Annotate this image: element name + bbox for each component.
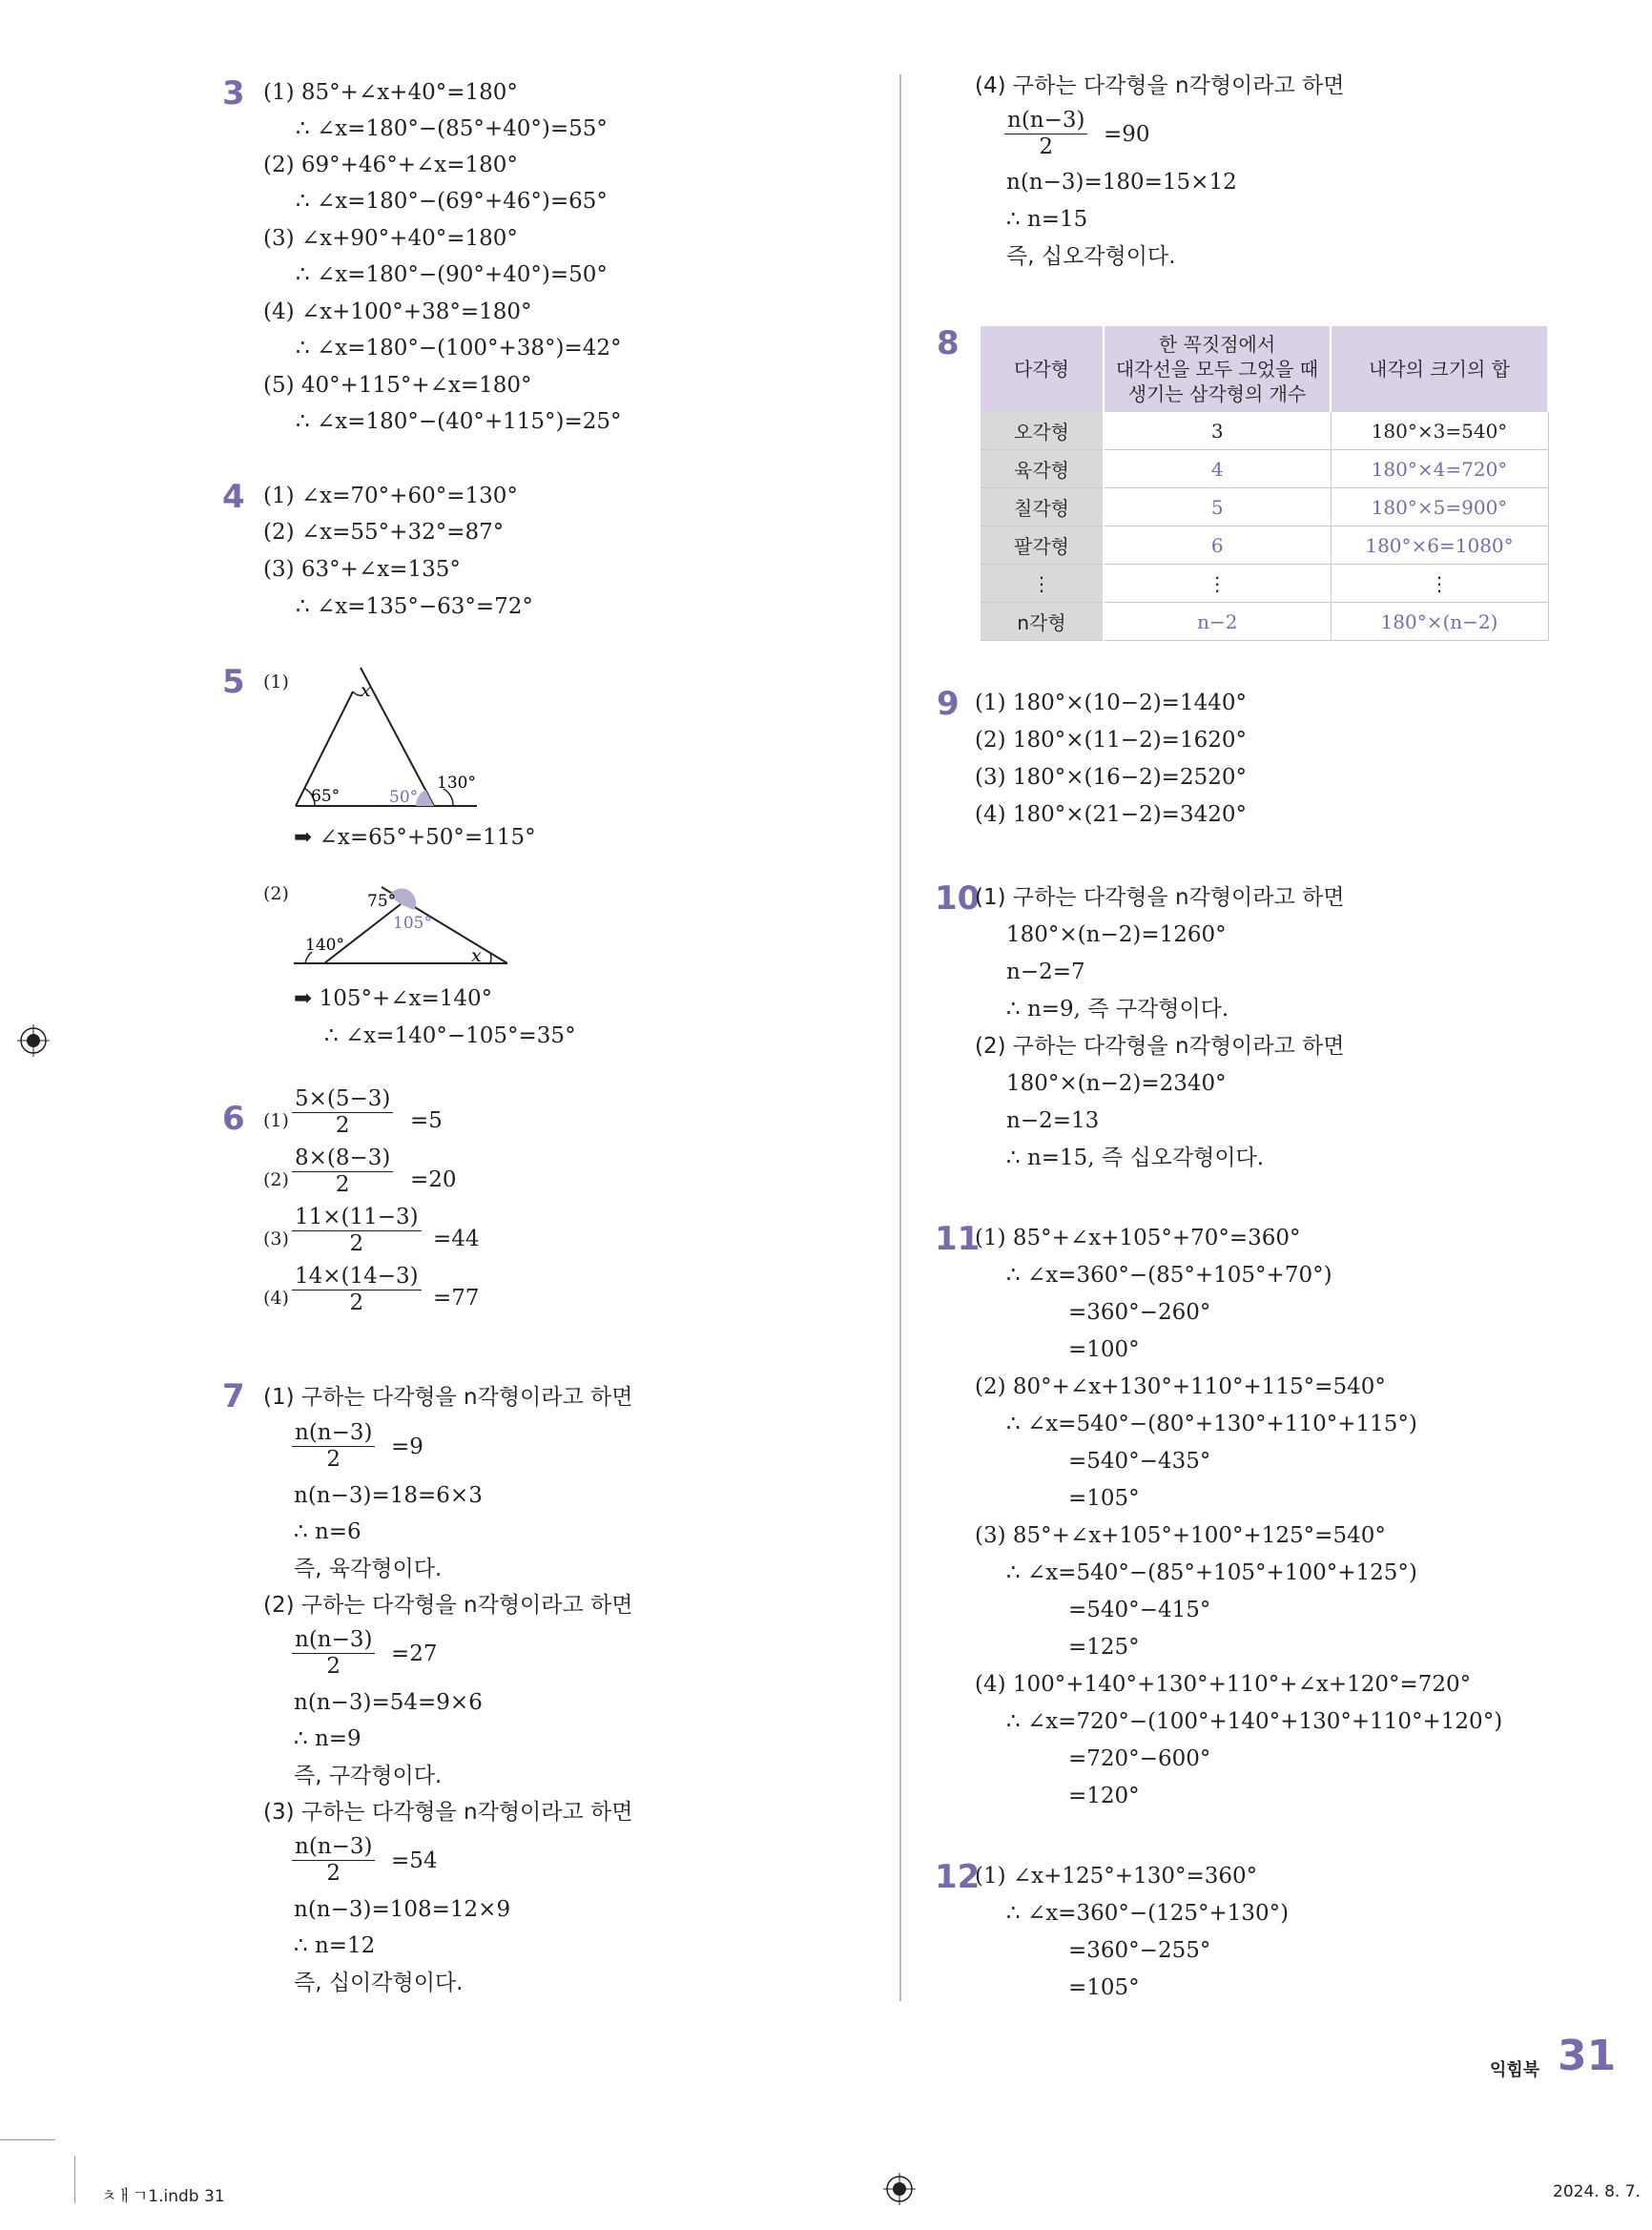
p7-line: (2) 구하는 다각형을 n각형이라고 하면 (263, 1593, 633, 1618)
p3-line: ∴ ∠x=180°−(100°+38°)=42° (296, 336, 622, 361)
table-row: 육각형 4 180°×4=720° (981, 450, 1548, 488)
p11-line: =360°−260° (1068, 1300, 1211, 1325)
p11-line: =540°−435° (1068, 1449, 1211, 1474)
p10-line: ∴ n=9, 즉 구각형이다. (1006, 997, 1229, 1022)
p7-line: 즉, 육각형이다. (294, 1557, 443, 1581)
book-name: 익힘북 (1490, 2060, 1540, 2080)
p7-line: n(n−3)=108=12×9 (294, 1897, 511, 1922)
fig1-50: 50° (389, 788, 419, 807)
p11-line: =540°−415° (1068, 1598, 1211, 1622)
table-row: n각형 n−2 180°×(n−2) (981, 603, 1548, 641)
p10-line: (2) 구하는 다각형을 n각형이라고 하면 (975, 1034, 1345, 1059)
p7-line: n(n−3)=180=15×12 (1006, 170, 1237, 195)
p7-result: =9 (391, 1435, 423, 1459)
header-angle-sum: 내각의 크기의 합 (1331, 326, 1548, 412)
p5-label-2: (2) (263, 883, 289, 904)
polygon-table (981, 326, 1549, 641)
p11-line: ∴ ∠x=360°−(85°+105°+70°) (1006, 1263, 1332, 1288)
problem-9-number: 9 (937, 685, 960, 723)
page-number: 31 (1558, 2032, 1617, 2080)
p6-label: (1) (263, 1110, 289, 1131)
p4-line: (3) 63°+∠x=135° (263, 557, 461, 582)
p11-line: (2) 80°+∠x+130°+110°+115°=540° (975, 1374, 1386, 1399)
problem-8-number: 8 (937, 324, 960, 362)
p3-line: (2) 69°+46°+∠x=180° (263, 153, 518, 177)
p10-line: (1) 구하는 다각형을 n각형이라고 하면 (975, 885, 1345, 910)
p3-line: (1) 85°+∠x+40°=180° (263, 80, 518, 105)
p11-line: ∴ ∠x=540°−(80°+130°+110°+115°) (1006, 1412, 1417, 1436)
p3-line: ∴ ∠x=180°−(69°+46°)=65° (296, 189, 608, 214)
fig1-65: 65° (311, 787, 341, 806)
p7-line: (4) 구하는 다각형을 n각형이라고 하면 (975, 73, 1345, 98)
p6-result: =5 (410, 1108, 443, 1133)
problem-7-number: 7 (222, 1377, 245, 1415)
p3-line: (3) ∠x+90°+40°=180° (263, 226, 518, 251)
table-row: ⋮ ⋮ ⋮ (981, 565, 1548, 603)
p11-line: (4) 100°+140°+130°+110°+∠x+120°=720° (975, 1672, 1472, 1697)
p9-line: (3) 180°×(16−2)=2520° (975, 765, 1247, 790)
p3-line: (4) ∠x+100°+38°=180° (263, 299, 532, 324)
problem-12-number: 12 (935, 1858, 981, 1896)
registration-mark-icon (883, 2173, 916, 2205)
p10-line: n−2=13 (1006, 1108, 1100, 1133)
p7-line: n(n−3)=54=9×6 (294, 1690, 483, 1715)
p7-fraction-1: $\frac{n(n-3)}{2}$ (292, 1419, 375, 1472)
p5-answer-1: ➡ ∠x=65°+50°=115° (294, 825, 536, 850)
triangle-figure-1 (286, 663, 486, 816)
p6-result: =44 (433, 1227, 480, 1251)
p6-label: (4) (263, 1288, 289, 1309)
p6-result: =77 (433, 1286, 480, 1311)
p11-line: ∴ ∠x=720°−(100°+140°+130°+110°+120°) (1006, 1709, 1503, 1734)
fig1-x: x (361, 680, 371, 701)
p7-result: =90 (1104, 122, 1150, 147)
p10-line: 180°×(n−2)=1260° (1006, 922, 1227, 947)
fig2-140: 140° (305, 936, 344, 955)
p7-line: 즉, 십이각형이다. (294, 1971, 464, 1995)
table-row: 팔각형 6 180°×6=1080° (981, 527, 1548, 565)
p7-line: n(n−3)=18=6×3 (294, 1483, 483, 1508)
p5-label-1: (1) (263, 671, 289, 692)
header-polygon: 다각형 (981, 326, 1104, 412)
p9-line: (2) 180°×(11−2)=1620° (975, 728, 1247, 753)
table-row: 칠각형 5 180°×5=900° (981, 488, 1548, 527)
p11-line: =720°−600° (1068, 1746, 1211, 1771)
problem-10-number: 10 (935, 879, 981, 918)
p11-line: =100° (1068, 1337, 1140, 1362)
p11-line: =125° (1068, 1635, 1140, 1660)
p11-line: =105° (1068, 1486, 1140, 1511)
p7-line: 즉, 십오각형이다. (1006, 244, 1176, 269)
p5-answer-2b: ∴ ∠x=140°−105°=35° (324, 1023, 576, 1048)
p7-line: (3) 구하는 다각형을 n각형이라고 하면 (263, 1800, 633, 1825)
p3-line: ∴ ∠x=180°−(90°+40°)=50° (296, 262, 608, 287)
problem-11-number: 11 (935, 1220, 981, 1258)
problem-5-number: 5 (222, 663, 245, 701)
p3-line: ∴ ∠x=180°−(85°+40°)=55° (296, 116, 608, 141)
p9-line: (1) 180°×(10−2)=1440° (975, 691, 1247, 715)
p12-line: (1) ∠x+125°+130°=360° (975, 1864, 1258, 1889)
p7-fraction-4: $\frac{n(n-3)}{2}$ (1004, 107, 1087, 159)
p7-line: 즉, 구각형이다. (294, 1764, 443, 1788)
p4-line: ∴ ∠x=135°−63°=72° (296, 594, 533, 619)
p6-fraction-2: $\frac{8\times(8-3)}{2}$ (292, 1145, 393, 1197)
p6-fraction-1: $\frac{5\times(5-3)}{2}$ (292, 1085, 393, 1138)
p11-line: (3) 85°+∠x+105°+100°+125°=540° (975, 1523, 1386, 1548)
problem-6-number: 6 (222, 1100, 245, 1138)
p6-result: =20 (410, 1167, 457, 1192)
header-triangle-count: 한 꼭짓점에서 대각선을 모두 그었을 때 생기는 삼각형의 개수 (1104, 326, 1331, 412)
p4-line: (2) ∠x=55°+32°=87° (263, 520, 505, 545)
p9-line: (4) 180°×(21−2)=3420° (975, 802, 1247, 827)
fig2-75: 75° (367, 892, 397, 911)
fig2-x: x (471, 945, 482, 966)
p3-line: (5) 40°+115°+∠x=180° (263, 373, 532, 398)
p7-line: ∴ n=15 (1006, 207, 1088, 232)
p3-line: ∴ ∠x=180°−(40°+115°)=25° (296, 409, 622, 434)
p11-line: (1) 85°+∠x+105°+70°=360° (975, 1226, 1301, 1250)
table-row: 오각형 3 180°×3=540° (981, 412, 1548, 450)
p10-line: n−2=7 (1006, 960, 1085, 984)
print-date: 2024. 8. 7. (1553, 2182, 1641, 2201)
p12-line: ∴ ∠x=360°−(125°+130°) (1006, 1901, 1290, 1926)
p7-result: =54 (391, 1848, 438, 1873)
p12-line: =105° (1068, 1975, 1140, 2000)
p6-fraction-4: $\frac{14\times(14-3)}{2}$ (292, 1263, 422, 1315)
file-name: ㅊㅐㄱ1.indb 31 (101, 2187, 225, 2206)
column-divider (899, 74, 901, 2001)
triangle-figure-2 (286, 876, 525, 971)
p11-line: ∴ ∠x=540°−(85°+105°+100°+125°) (1006, 1560, 1417, 1585)
p7-line: ∴ n=9 (294, 1726, 361, 1751)
fig2-105: 105° (393, 914, 432, 933)
p10-line: 180°×(n−2)=2340° (1006, 1071, 1227, 1096)
p7-result: =27 (391, 1642, 438, 1666)
p12-line: =360°−255° (1068, 1938, 1211, 1963)
fig1-130: 130° (437, 774, 476, 793)
p6-fraction-3: $\frac{11\times(11-3)}{2}$ (292, 1204, 422, 1256)
p7-fraction-2: $\frac{n(n-3)}{2}$ (292, 1626, 375, 1679)
p6-label: (3) (263, 1229, 289, 1249)
p5-answer-2a: ➡ 105°+∠x=140° (294, 986, 493, 1011)
p11-line: =120° (1068, 1784, 1140, 1808)
crop-mark (74, 2156, 75, 2203)
p6-label: (2) (263, 1169, 289, 1190)
p7-line: (1) 구하는 다각형을 n각형이라고 하면 (263, 1385, 633, 1410)
registration-mark-icon (17, 1024, 50, 1057)
p4-line: (1) ∠x=70°+60°=130° (263, 484, 518, 508)
problem-3-number: 3 (222, 74, 245, 113)
p7-line: ∴ n=12 (294, 1933, 376, 1958)
p7-fraction-3: $\frac{n(n-3)}{2}$ (292, 1833, 375, 1886)
crop-mark (0, 2139, 55, 2140)
p7-line: ∴ n=6 (294, 1519, 361, 1544)
problem-4-number: 4 (222, 478, 245, 516)
p10-line: ∴ n=15, 즉 십오각형이다. (1006, 1146, 1265, 1170)
